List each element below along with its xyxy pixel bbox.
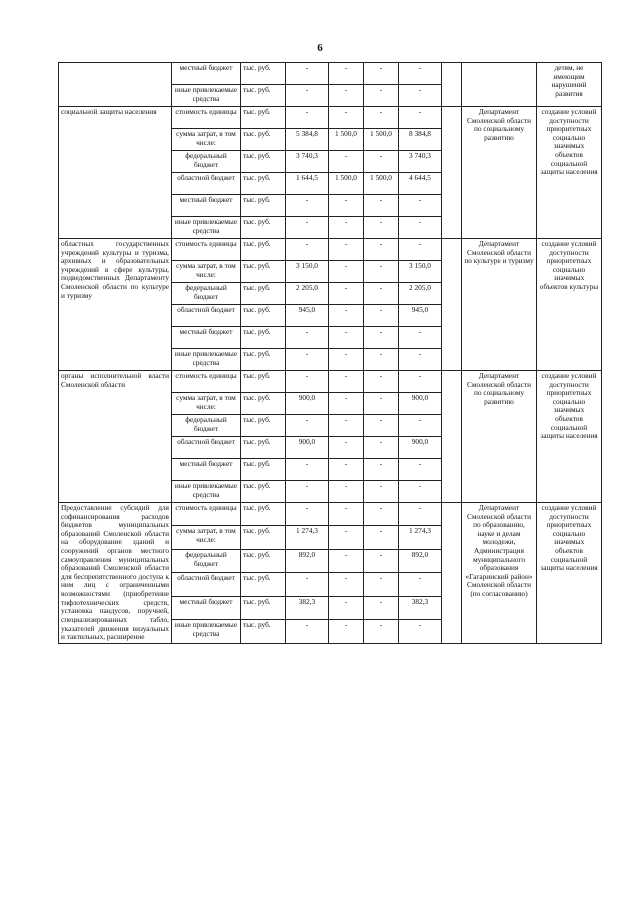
- measure-description: социальной защиты населения: [59, 107, 172, 239]
- unit-cell: тыс. руб.: [241, 393, 286, 415]
- value-cell: -: [399, 217, 442, 239]
- indicator-name: областной бюджет: [172, 437, 241, 459]
- value-cell: -: [364, 437, 399, 459]
- indicator-name: сумма затрат, в том числе:: [172, 393, 241, 415]
- value-cell: -: [286, 349, 329, 371]
- value-cell: 5 384,8: [286, 129, 329, 151]
- value-cell: -: [329, 107, 364, 129]
- value-cell: -: [286, 481, 329, 503]
- unit-cell: тыс. руб.: [241, 217, 286, 239]
- unit-cell: тыс. руб.: [241, 107, 286, 129]
- value-cell: -: [286, 85, 329, 107]
- value-cell: -: [286, 415, 329, 437]
- value-cell: -: [286, 63, 329, 85]
- value-cell: -: [329, 327, 364, 349]
- value-cell: -: [364, 459, 399, 481]
- value-cell: -: [286, 107, 329, 129]
- indicator-name: местный бюджет: [172, 596, 241, 619]
- value-cell: 1 274,3: [399, 526, 442, 549]
- measure-description: Предоставление субсидий для софинансирования расходов бюджетов муниципальных образований Смоленской области на оборудование зданий и сооружений органов местного самоуправления муниципальных образований Смоленской области для беспрепятственного доступа к ним лиц с ограниченными возможностями (приобретение тифлотехнических средств, установка пандусов, поручней, специализированных табло, указателей движения визуальных и тактильных, расширение: [59, 503, 172, 644]
- indicator-name: иные привлекаемые средства: [172, 217, 241, 239]
- value-cell: 8 384,8: [399, 129, 442, 151]
- unit-cell: тыс. руб.: [241, 371, 286, 393]
- value-cell: -: [364, 349, 399, 371]
- value-cell: 382,3: [399, 596, 442, 619]
- value-cell: -: [364, 107, 399, 129]
- value-cell: 900,0: [286, 393, 329, 415]
- value-cell: -: [399, 371, 442, 393]
- value-cell: -: [329, 393, 364, 415]
- value-cell: -: [399, 503, 442, 526]
- value-cell: -: [286, 573, 329, 596]
- unit-cell: тыс. руб.: [241, 415, 286, 437]
- value-cell: -: [329, 481, 364, 503]
- value-cell: -: [364, 526, 399, 549]
- value-cell: -: [329, 459, 364, 481]
- value-cell: 3 150,0: [399, 261, 442, 283]
- table-row: [59, 503, 602, 526]
- value-cell: -: [364, 503, 399, 526]
- indicator-name: стоимость единицы: [172, 503, 241, 526]
- value-cell: 1 500,0: [364, 173, 399, 195]
- unit-cell: тыс. руб.: [241, 459, 286, 481]
- value-cell: 1 500,0: [329, 129, 364, 151]
- value-cell: -: [364, 481, 399, 503]
- table-row: [59, 371, 602, 393]
- indicator-name: сумма затрат, в том числе:: [172, 129, 241, 151]
- value-cell: -: [329, 63, 364, 85]
- value-cell: 382,3: [286, 596, 329, 619]
- unit-cell: тыс. руб.: [241, 437, 286, 459]
- value-cell: -: [286, 195, 329, 217]
- value-cell: -: [286, 217, 329, 239]
- value-cell: 900,0: [399, 393, 442, 415]
- value-cell: -: [364, 327, 399, 349]
- value-cell: 900,0: [286, 437, 329, 459]
- value-cell: -: [329, 437, 364, 459]
- value-cell: -: [399, 459, 442, 481]
- indicator-name: местный бюджет: [172, 327, 241, 349]
- unit-cell: тыс. руб.: [241, 503, 286, 526]
- value-cell: 1 274,3: [286, 526, 329, 549]
- unit-cell: тыс. руб.: [241, 85, 286, 107]
- value-cell: 2 205,0: [399, 283, 442, 305]
- value-cell: -: [329, 349, 364, 371]
- value-cell: -: [329, 503, 364, 526]
- measure-description: областных государственных учреждений культуры и туризма, архивных и образовательных учреждений в сфере культуры, подведомственных Департаменту Смоленской области по культуре и туризму: [59, 239, 172, 371]
- indicator-name: федеральный бюджет: [172, 151, 241, 173]
- indicator-name: областной бюджет: [172, 305, 241, 327]
- indicator-name: иные привлекаемые средства: [172, 85, 241, 107]
- value-cell: -: [286, 503, 329, 526]
- value-cell: 1 500,0: [364, 129, 399, 151]
- indicator-name: федеральный бюджет: [172, 283, 241, 305]
- value-cell: 3 740,3: [399, 151, 442, 173]
- value-cell: 945,0: [399, 305, 442, 327]
- unit-cell: тыс. руб.: [241, 283, 286, 305]
- unit-cell: тыс. руб.: [241, 481, 286, 503]
- value-cell: -: [364, 393, 399, 415]
- value-cell: -: [399, 415, 442, 437]
- value-cell: 900,0: [399, 437, 442, 459]
- indicator-name: сумма затрат, в том числе:: [172, 261, 241, 283]
- value-cell: -: [399, 481, 442, 503]
- value-cell: -: [329, 526, 364, 549]
- value-cell: -: [329, 261, 364, 283]
- budget-table: [58, 62, 602, 644]
- value-cell: -: [329, 596, 364, 619]
- value-cell: -: [399, 349, 442, 371]
- indicator-name: федеральный бюджет: [172, 415, 241, 437]
- value-cell: -: [286, 239, 329, 261]
- unit-cell: тыс. руб.: [241, 239, 286, 261]
- value-cell: 2 205,0: [286, 283, 329, 305]
- unit-cell: тыс. руб.: [241, 151, 286, 173]
- responsible-executor: [462, 63, 537, 107]
- indicator-name: стоимость единицы: [172, 107, 241, 129]
- expected-result: создание условий доступности приоритетных социально значимых объектов социальной защиты населения: [537, 371, 602, 503]
- value-cell: 4 644,5: [399, 173, 442, 195]
- unit-cell: тыс. руб.: [241, 549, 286, 572]
- value-cell: -: [329, 151, 364, 173]
- table-row: [59, 239, 602, 261]
- indicator-name: стоимость единицы: [172, 371, 241, 393]
- value-cell: -: [364, 305, 399, 327]
- value-cell: -: [329, 283, 364, 305]
- value-cell: -: [399, 85, 442, 107]
- value-cell: -: [364, 63, 399, 85]
- unit-cell: тыс. руб.: [241, 173, 286, 195]
- value-cell: 3 150,0: [286, 261, 329, 283]
- value-cell: -: [399, 195, 442, 217]
- indicator-name: местный бюджет: [172, 459, 241, 481]
- empty-cell: [442, 107, 462, 239]
- value-cell: -: [364, 415, 399, 437]
- unit-cell: тыс. руб.: [241, 349, 286, 371]
- responsible-executor: Департамент Смоленской области по культуре и туризму: [462, 239, 537, 371]
- value-cell: 3 740,3: [286, 151, 329, 173]
- responsible-executor: Департамент Смоленской области по образованию, науке и делам молодежи, Администрация муниципального образования «Гагаринский район» Смоленской области (по согласованию): [462, 503, 537, 644]
- responsible-executor: Департамент Смоленской области по социальному развитию: [462, 371, 537, 503]
- indicator-name: местный бюджет: [172, 195, 241, 217]
- measure-description: [59, 63, 172, 107]
- value-cell: -: [329, 415, 364, 437]
- indicator-name: местный бюджет: [172, 63, 241, 85]
- value-cell: -: [329, 549, 364, 572]
- value-cell: -: [364, 261, 399, 283]
- value-cell: 1 644,5: [286, 173, 329, 195]
- unit-cell: тыс. руб.: [241, 195, 286, 217]
- value-cell: -: [399, 107, 442, 129]
- expected-result: создание условий доступности приоритетных социально значимых объектов социальной защиты населения: [537, 107, 602, 239]
- value-cell: -: [364, 195, 399, 217]
- unit-cell: тыс. руб.: [241, 620, 286, 643]
- indicator-name: иные привлекаемые средства: [172, 620, 241, 643]
- indicator-name: иные привлекаемые средства: [172, 481, 241, 503]
- value-cell: -: [329, 239, 364, 261]
- value-cell: -: [329, 85, 364, 107]
- value-cell: -: [286, 371, 329, 393]
- indicator-name: областной бюджет: [172, 173, 241, 195]
- value-cell: -: [364, 573, 399, 596]
- value-cell: -: [364, 596, 399, 619]
- unit-cell: тыс. руб.: [241, 63, 286, 85]
- value-cell: -: [286, 620, 329, 643]
- value-cell: -: [364, 549, 399, 572]
- indicator-name: стоимость единицы: [172, 239, 241, 261]
- value-cell: -: [329, 620, 364, 643]
- page-number: 6: [317, 42, 323, 54]
- measure-description: органы исполнительной власти Смоленской области: [59, 371, 172, 503]
- unit-cell: тыс. руб.: [241, 305, 286, 327]
- value-cell: -: [286, 327, 329, 349]
- value-cell: 892,0: [399, 549, 442, 572]
- value-cell: -: [364, 620, 399, 643]
- table-row: [59, 107, 602, 129]
- value-cell: -: [329, 217, 364, 239]
- value-cell: -: [286, 459, 329, 481]
- indicator-name: федеральный бюджет: [172, 549, 241, 572]
- empty-cell: [442, 503, 462, 644]
- value-cell: -: [399, 239, 442, 261]
- value-cell: 1 500,0: [329, 173, 364, 195]
- value-cell: 892,0: [286, 549, 329, 572]
- value-cell: -: [364, 151, 399, 173]
- value-cell: -: [329, 573, 364, 596]
- table-row: [59, 63, 602, 85]
- unit-cell: тыс. руб.: [241, 327, 286, 349]
- expected-result: детям, не имеющим нарушений развития: [537, 63, 602, 107]
- value-cell: 945,0: [286, 305, 329, 327]
- unit-cell: тыс. руб.: [241, 573, 286, 596]
- expected-result: создание условий доступности приоритетных социально значимых объектов культуры: [537, 239, 602, 371]
- value-cell: -: [329, 371, 364, 393]
- indicator-name: иные привлекаемые средства: [172, 349, 241, 371]
- value-cell: -: [329, 195, 364, 217]
- indicator-name: сумма затрат, в том числе:: [172, 526, 241, 549]
- expected-result: создание условий доступности приоритетных социально значимых объектов социальной защиты населения: [537, 503, 602, 644]
- value-cell: -: [364, 217, 399, 239]
- value-cell: -: [364, 371, 399, 393]
- value-cell: -: [364, 283, 399, 305]
- value-cell: -: [399, 573, 442, 596]
- empty-cell: [442, 371, 462, 503]
- value-cell: -: [364, 85, 399, 107]
- unit-cell: тыс. руб.: [241, 261, 286, 283]
- responsible-executor: Департамент Смоленской области по социальному развитию: [462, 107, 537, 239]
- unit-cell: тыс. руб.: [241, 526, 286, 549]
- empty-cell: [442, 63, 462, 107]
- unit-cell: тыс. руб.: [241, 129, 286, 151]
- value-cell: -: [364, 239, 399, 261]
- empty-cell: [442, 239, 462, 371]
- indicator-name: областной бюджет: [172, 573, 241, 596]
- value-cell: -: [399, 63, 442, 85]
- unit-cell: тыс. руб.: [241, 596, 286, 619]
- value-cell: -: [329, 305, 364, 327]
- value-cell: -: [399, 620, 442, 643]
- value-cell: -: [399, 327, 442, 349]
